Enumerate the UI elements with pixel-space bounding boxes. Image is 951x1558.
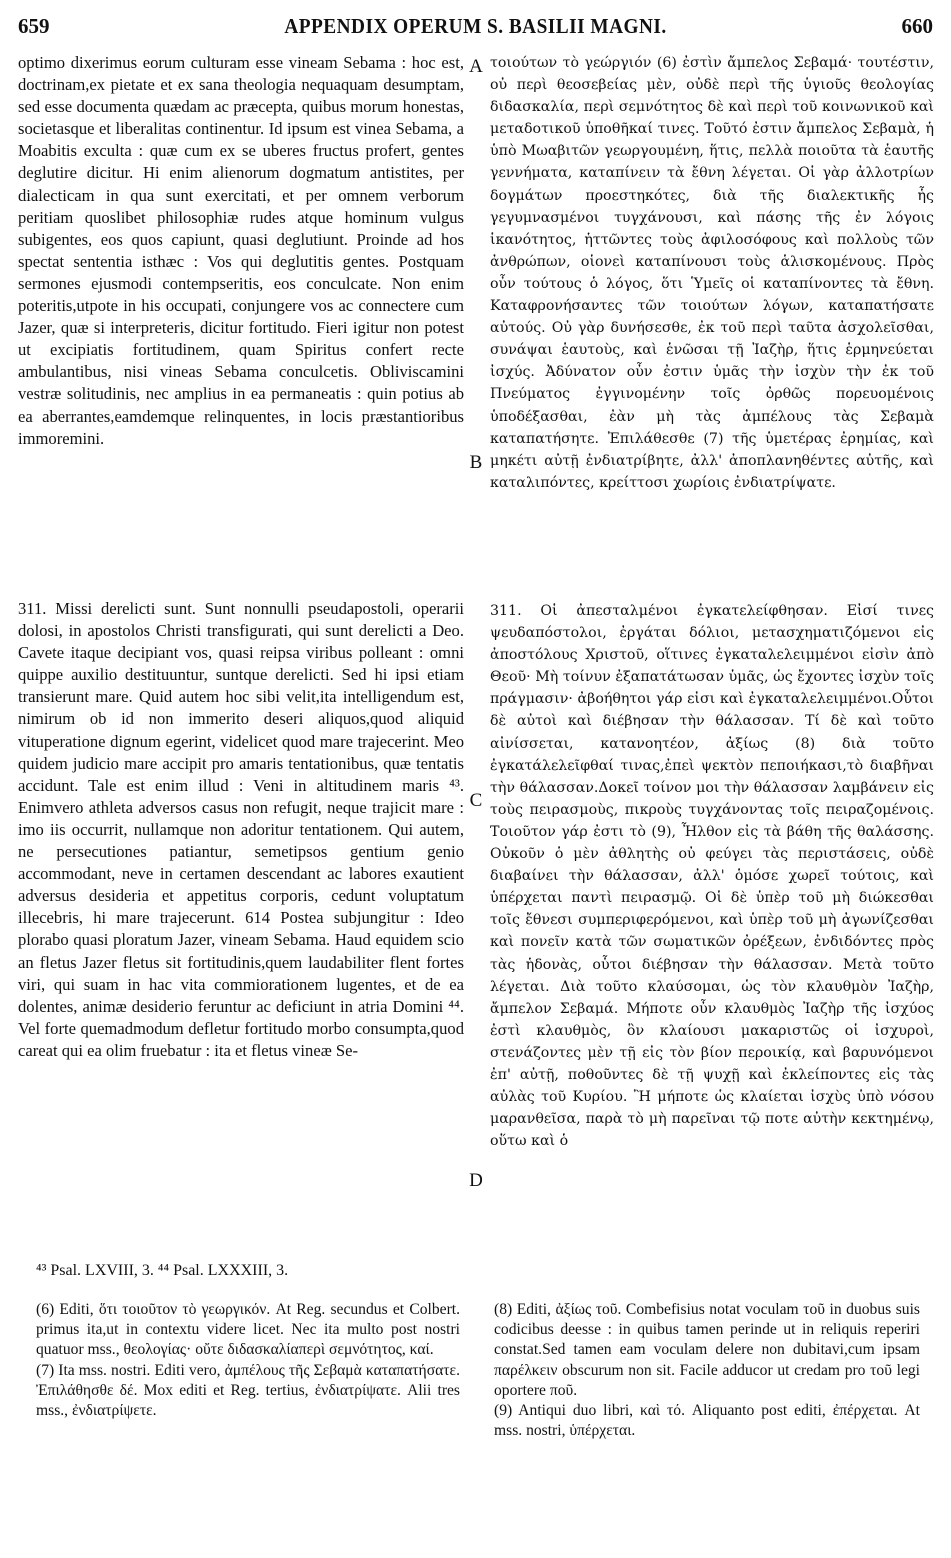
footnotes-right: [494, 1300, 920, 1441]
footnote-9: (9) Antiqui duo libri, καὶ τό. Aliquanto post editi, ἐπέρχεται. At mss. nostri, ὑπέρχεται.: [494, 1402, 920, 1440]
page-number-left: 659: [18, 14, 50, 38]
margin-marker-a: A: [469, 56, 483, 77]
margin-marker-d: D: [469, 1170, 483, 1191]
margin-marker-b: B: [469, 452, 483, 473]
page-header: [18, 14, 933, 48]
greek-paragraph: τοιούτων τὸ γεώργιόν (6) ἐστὶν ἄμπελος Σεβαμά· τουτέστιν, οὐ περὶ θεοσεβείας μὲν, οὐδὲ περὶ τῆς ὑγιοῦς θεολογίας διδασκαλία, περὶ σεμνότητος δὲ καὶ περὶ τοῦ κοινωνικοῦ καὶ μεταδοτικοῦ ὑποθῆκαί τινες. Τοῦτό ἐστιν ἄμπελος Σεβαμὰ, ἡ ὑπὸ Μωαβιτῶν γεωργουμένη, ἥτις, πελλὰ ποιοῦτα τὰ ἑαυτῆς γεννήματα, καταπίνειν τὰ ἔθνη λέγεται. Οἱ γὰρ ἀλλοτρίων δογμάτων προεστηκότες, διὰ τῆς διαλεκτικῆς ἧς γεγυμνασμένοι τυγχάνουσι, καὶ πάσης τῆς ἐν λόγοις ἱκανότητος, ἡττῶντες τοὺς ἀφιλοσόφους καὶ πολλοὺς τῶν ἀνθρώπων, οἱονεὶ καταπίνουσι τοὺς ἁλισκομένους. Πρὸς οὖν τούτους ὁ λόγος, ὅτι Ὑμεῖς οἱ καταπίνοντες τὰ ἔθνη. Καταφρονήσαντες τῶν τοιούτων λόγων, καταπατήσατε αὐτούς. Οὐ γὰρ δυνήσεσθε, ἐκ τοῦ περὶ ταῦτα ἀσχολεῖσθαι, συνάψαι ἑαυτοὺς, καὶ ἑνῶσαι τῇ Ἰαζὴρ, ἥτις ἑρμηνεύεται ἰσχύς. Ἀδύνατον οὖν ἐστιν ὑμᾶς τὴν ἰσχὺν τὴν ἐκ τοῦ Πνεύματος ἐγγινομένην τοῖς ὀρθῶς πορευομένοις ὑποδέξασθαι, ἐὰν μὴ τὰς ἀμπέλους τὰς Σεβαμὰ καταπατήσητε. Ἐπιλάθεσθε (7) τῆς ὑμετέρας ἐρημίας, καὶ μηκέτι αὐτῇ ἐνδιατρίβητε, ἀλλ' ἀποπλανηθέντες αὐτῆς, καὶ καταλιπόντες, κρείττοσι χωρίοις ἐνδιατρίψατε.: [490, 55, 934, 491]
footnotes-left: [36, 1300, 460, 1421]
footnote-8: (8) Editi, ἀξίως τοῦ. Combefisius notat voculam τοῦ in duobus suis codicibus deesse : in quibus tamen perinde ut in reliquis reperiri constat.Sed tamen eam voculam delere non dubitavi,cum ipsam παρέλκειν obscurum non sit. Facile adducor ut credam pro τοῦ legi oportere ποῦ.: [494, 1301, 920, 1399]
running-title: APPENDIX OPERUM S. BASILII MAGNI.: [284, 14, 667, 38]
greek-column-lower: [490, 600, 934, 1152]
page-number-right: 660: [901, 14, 933, 38]
latin-paragraph: optimo dixerimus eorum culturam esse vineam Sebama : hoc est, doctrinam,ex pietate et ex sana theologia nequaquam desumptam, sed esse documenta quædam ac præcepta, quibus morum honestas, societasque et liberalitas continentur. Id ipsum est vinea Sebama, a Moabitis exculta : quæ cum ex se uberes fructus profert, gentes deglutire dicitur. Hi enim alienorum dogmatum antistites, per dialecticam in qua sunt exercitati, et per omnem verborum peritiam quoslibet philosophiæ rudes atque hominum vulgus subigentes, eos quos capiunt, quasi deglutiunt. Proinde ad hos spectat sententia isthæc : Vos qui deglutitis gentes. Postquam sermones ejusmodi contempseritis, eos conculcate. Non enim poteritis,utpote in his occupati, conjungere vos ac connectere cum Jazer, quæ si interpreteris, dicitur fortitudo. Fieri igitur non potest ut excipiatis fortitudinem, quam Spiritus confert recte ambulantibus, nisi vineas Sebama conculcetis. Obliviscamini vestræ solitudinis, nec amplius in ea permaneatis : quin potius ab ea aberrantes,eamdemque relinquentes, in locis præstantioribus immoremini.: [18, 53, 464, 448]
footnote-6: (6) Editi, ὅτι τοιοῦτον τὸ γεωργικόν. At Reg. secundus et Colbert. primus ita,ut in contextu videre licet. Nec ita multo post nostri quatuor mss., θεολογίας· οὔτε διδασκαλίαπερὶ σεμνότητος, καί.: [36, 1301, 460, 1359]
margin-marker-c: C: [469, 790, 483, 811]
latin-paragraph-311: 311. Missi derelicti sunt. Sunt nonnulli pseudapostoli, operarii dolosi, in apostolos Christi transfigurati, qui sunt derelicti a Deo. Cavete itaque decipiant vos, quasi reipsa viribus polleant : omni quippe auxilio destituuntur, suntque derelicti. Sed hi ipsi etiam transierunt mare. Quid autem hoc sibi velit,ita intelligendum est, nimirum ob id non immerito deseri aliquos,quod aliquid vituperatione dignum egerint, videlicet quod mare trajecerint. Meo quidem judicio mare accipit pro amaris tentationibus, quæ tentatis accidunt. Tale est enim illud : Veni in altitudinem maris ⁴³. Enimvero athleta adversos casus non refugit, neque trajicit mare : imo iis occurrit, nullamque non adoritur tentationem. Qui autem, ne persecutiones patiantur, semetipsos gentium genio accommodant, neve in certamen descendant ac labores exautient adversus desideria et appetitus corporis, cedunt voluptatum illecebris, hi mare trajecerunt. 614 Postea subjungitur : Ideo plorabo quasi ploratum Jazer, vineam Sebama. Haud equidem scio an fletus Jazer fletus sit fortitudinis,quem laudabiliter flent fortes viri, qui suam in hac vita commiorationem lugentes, et de ea dolentes, animæ desiderio feruntur ac deficiunt in atria Domini ⁴⁴. Vel forte quemadmodum defletur fortitudo morbo consumpta,quod careat qui ea olim fruebatur : ita et fletus vineæ Se-: [18, 599, 464, 1060]
footnote-7: (7) Ita mss. nostri. Editi vero, ἀμπέλους τῆς Σεβαμὰ καταπατήσατε. Ἐπιλάθησθε δέ. Mox editi et Reg. tertius, ἐνδιατρίψατε. Alii tres mss., ἐνδιατρίψετε.: [36, 1361, 460, 1420]
greek-column-upper: [490, 52, 934, 494]
latin-column-upper: [18, 52, 464, 450]
greek-paragraph-311: 311. Οἱ ἀπεσταλμένοι ἐγκατελείφθησαν. Εἰσί τινες ψευδαπόστολοι, ἐργάται δόλιοι, μετασχηματιζόμενοι εἰς ἀποστόλους Χριστοῦ, οἵτινες ἐγκαταλελειμμένοι εἰσὶν ἀπὸ Θεοῦ· Μὴ τοίνυν ἐξαπατάτωσαν ὑμᾶς, ὡς ἔχοντες ἰσχὺν τοῖς πράγμασιν· ἀβοήθητοι γάρ εἰσι καὶ ἐγκαταλελειμμένοι.Οὗτοι δὲ αὐτοὶ καὶ διέβησαν τὴν θάλασσαν. Τί δὲ καὶ τοῦτο αἰνίσσεται, κατανοητέον, ἀξίως (8) διὰ τοῦτο ἐγκατάλελεῖφθαί τινας,ἐπεὶ ψεκτὸν πεποιήκασι,τὸ διαβῆναι τὴν θάλασσαν.Δοκεῖ τοίνον μοι τὴν θάλασσαν λαμβάνειν εἰς τοὺς πειρασμοὺς, πικροὺς τυγχάνοντας τοῖς πειραζομένοις. Τοιοῦτον γάρ ἐστι τὸ (9), Ἦλθον εἰς τὰ βάθη τῆς θαλάσσης. Οὐκοῦν ὁ μὲν ἀθλητὴς οὐ φεύγει τὰς περιστάσεις, οὐδὲ διαβαίνει τὴν θάλασσαν, ἀλλ' ὁμόσε χωρεῖ τούτοις, καὶ ὑπέρχεται παντὶ πειρασμῷ. Οἱ δὲ ὑπὲρ τοῦ μὴ διώκεσθαι τοῖς ἔθνεσι συμπεριφερόμενοι, καὶ ὑπὲρ τοῦ μὴ ἀγωνίζεσθαι καὶ πονεῖν κατὰ τῶν σωματικῶν ὀρέξεων, ἐνδιδόντες πρὸς τὰς ἡδονὰς, οὗτοι διέβησαν τὴν θάλασσαν. Μετὰ τοῦτο λέγεται. Διὰ τοῦτο κλαύσομαι, ὡς τὸν κλαυθμὸν Ἰαζὴρ, ἄμπελον Σεβαμά. Μήποτε οὖν κλαυθμὸς Ἰαζὴρ τῆς ἰσχύος ἐστὶ κλαυθμὸς, ὃν κλαίουσι μακαριστῶς οἱ ἰσχυροὶ, στενάζοντες μὲν τῇ εἰς τὸν βίον περοικίᾳ, καὶ βαρυνόμενοι ἐπ' αὐτῇ, ποθοῦντες δὲ τῇ ψυχῇ καὶ ἐκλείποντες εἰς τὰς αὐλὰς τοῦ Κυρίου. Ἢ μήποτε ὡς κλαίεται ἰσχὺς ὑπὸ νόσου μαρανθεῖσα, παρὰ τὸ μὴ παρεῖναι τῷ ποτε αὐτὴν κεκτημένῳ, οὕτω καὶ ὁ: [490, 603, 934, 1150]
scripture-references: ⁴³ Psal. LXVIII, 3. ⁴⁴ Psal. LXXXIII, 3.: [36, 1262, 289, 1279]
latin-column-lower: [18, 598, 464, 1062]
